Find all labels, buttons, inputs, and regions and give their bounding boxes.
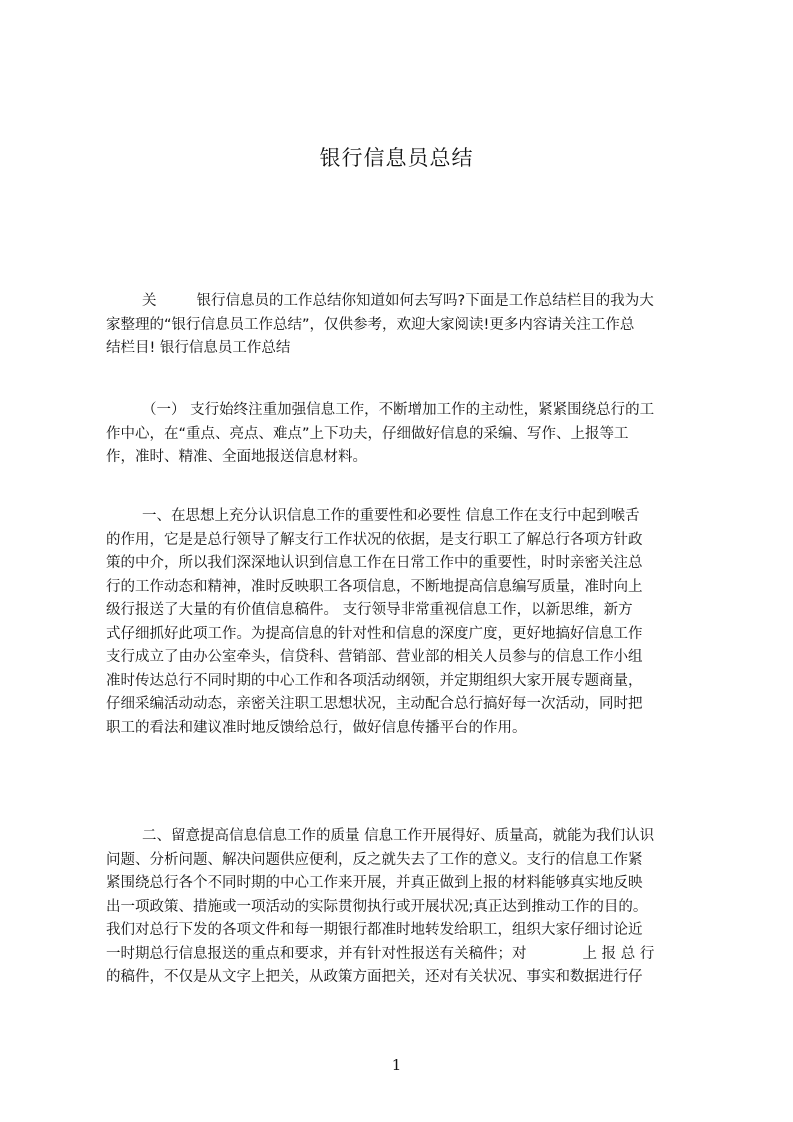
section-three-line: 紧围绕总行各个不同时期的中心工作来开展，并真正做到上报的材料能够真实地反映 [106,875,643,891]
section-two-line: 职工的看法和建议准时地反馈给总行，做好信息传播平台的作用。 [106,719,527,736]
section-two-line: 一、在思想上充分认识信息工作的重要性和必要性 信息工作在支行中起到喉舌 [142,508,640,524]
section-two-line: 支行成立了由办公室牵头，信贷科、营销部、营业部的相关人员参与的信息工作小组 [106,649,643,665]
section-three-line: 二、留意提高信息信息工作的质量 信息工作开展得好、质量高，就能为我们认识 [142,828,655,844]
intro-line-3: 结栏目! 银行信息员工作总结 [106,340,291,356]
section-one-paragraph [106,399,700,470]
section-three-line: 出一项政策、措施或一项活动的实际贯彻执行或开展状况;真正达到推动工作的目的。 [106,898,648,915]
section-one-line: 作，准时、精准、全面地报送信息材料。 [106,449,367,465]
intro-line-2: 家整理的“银行信息员工作总结”，仅供参考，欢迎大家阅读!更多内容请关注工作总 [106,316,635,333]
section-three-paragraph [106,825,700,990]
section-three-line: 一时期总行信息报送的重点和要求，并有针对性报送有关稿件；对 上 报 总 行 [106,945,655,962]
section-three-line: 问题、分析问题、解决问题供应便利，反之就失去了工作的意义。支行的信息工作紧 [106,851,643,868]
section-two-line: 级行报送了大量的有价值信息稿件。 支行领导非常重视信息工作，以新思维，新方 [106,602,633,618]
section-one-line: 作中心，在“重点、亮点、难点”上下功夫，仔细做好信息的采编、写作、上报等工 [106,425,629,442]
document-title: 银行信息员总结 [319,146,474,170]
section-two-line: 策的中介，所以我们深深地认识到信息工作在日常工作中的重要性，时时亲密关注总 [106,555,643,571]
section-three-line: 我们对总行下发的各项文件和每一期银行都准时地转发给职工，组织大家仔细讨论近 [106,922,643,938]
section-two-line: 的作用，它是是总行领导了解支行工作状况的依据，是支行职工了解总行各项方针政 [106,531,643,548]
intro-keyword: 关 [142,293,157,309]
section-two-paragraph [106,505,700,740]
section-three-line-tail: 上 报 总 行 [582,945,655,962]
intro-paragraph [106,290,700,361]
section-three-line: 的稿件，不仅是从文字上把关，从政策方面把关，还对有关状况、事实和数据进行仔 [106,969,643,985]
section-two-line: 式仔细抓好此项工作。为提高信息的针对性和信息的深度广度，更好地搞好信息工作 [106,625,643,642]
section-two-line: 仔细采编活动动态，亲密关注职工思想状况，主动配合总行搞好每一次活动，同时把 [106,696,643,712]
section-one-line: （一） 支行始终注重加强信息工作，不断增加工作的主动性，紧紧围绕总行的工 [142,402,655,418]
section-two-line: 行的工作动态和精神，准时反映职工各项信息，不断地提高信息编写质量，准时向上 [106,578,643,595]
intro-line-1: 关 银行信息员的工作总结你知道如何去写吗?下面是工作总结栏目的我为大 [142,293,654,309]
page-number: 1 [391,1056,402,1074]
section-two-line: 准时传达总行不同时期的中心工作和各项活动纲领，并定期组织大家开展专题商量， [106,672,643,689]
